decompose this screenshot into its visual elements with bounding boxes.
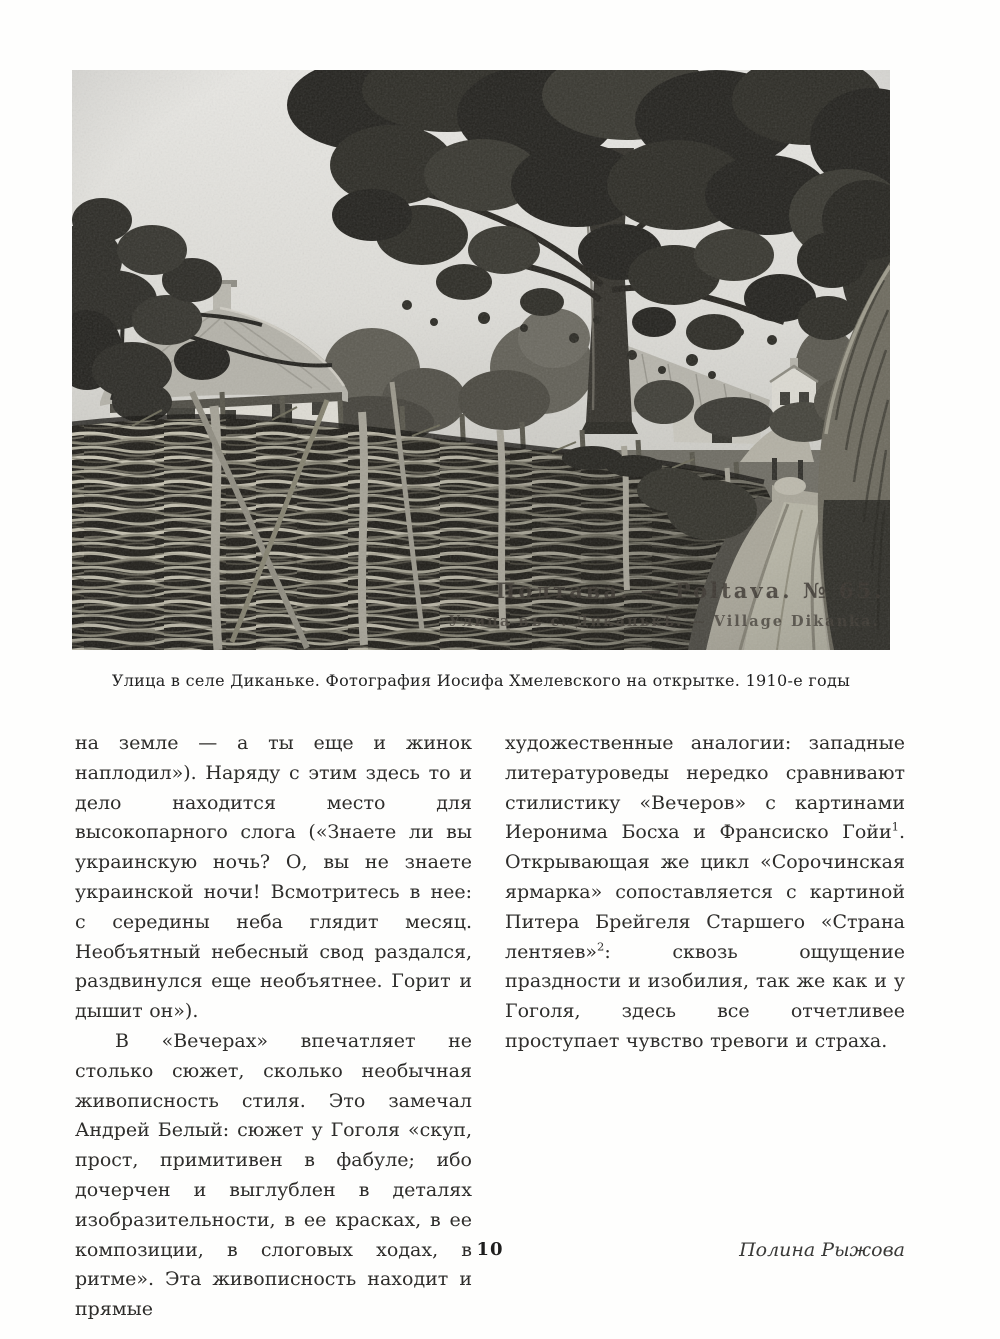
author-name: Полина Рыжова bbox=[739, 1239, 905, 1261]
page-number: 10 bbox=[476, 1239, 504, 1260]
text-segment: : сквозь ощущение праздности и изобилия, так же как и у Гоголя, здесь все отчетливее проступает чувство тревоги и страха. bbox=[505, 940, 905, 1052]
text-segment: художественные аналогии: западные литературоведы нередко сравнивают стилистику «Вечеров» с картинами Иеронима Босха и Франсиско Гойи bbox=[505, 732, 905, 844]
article-columns bbox=[75, 729, 905, 1325]
photo-grain bbox=[72, 70, 890, 650]
page-footer bbox=[75, 1239, 905, 1267]
paragraph-analogies bbox=[505, 729, 905, 1057]
footnote-ref-1: 1 bbox=[891, 820, 899, 835]
right-column bbox=[505, 729, 905, 1325]
village-photo bbox=[72, 70, 890, 650]
paragraph-vechera: В «Вечерах» впечатляет не столько сюжет, сколько необычная живописность стиля. Это замечал Андрей Белый: сюжет у Гоголя «скуп, прост, примитивен в фабуле; ибо дочерчен и выглублен в деталях изобразительности, в ее красках, в ее композиции, в слоговых ходах, в ритме». Эта живописность находит и прямые bbox=[75, 1029, 472, 1321]
paragraph-continuation: на земле — а ты еще и жинок наплодил»). Наряду с этим здесь то и дело находится место для высокопарного слога («Знаете ли вы украинскую ночь? О, вы не знаете украинской ночи! Всмотритесь в нее: с середины неба глядит месяц. Необъятный небесный свод раздался, раздвинулся еще необъятнее. Горит и дышит он»). bbox=[75, 732, 472, 1023]
left-column bbox=[75, 729, 472, 1325]
footnote-ref-2: 2 bbox=[597, 939, 605, 954]
photo-caption: Улица в селе Диканьке. Фотография Иосифа Хмелевского на открытке. 1910-е годы bbox=[111, 671, 851, 690]
text-segment: . Открывающая же цикл «Сорочинская ярмарка» сопоставляется с картиной Питера Брейгеля Старшего «Страна лентяев» bbox=[505, 821, 905, 963]
village-photo-art bbox=[72, 70, 890, 650]
